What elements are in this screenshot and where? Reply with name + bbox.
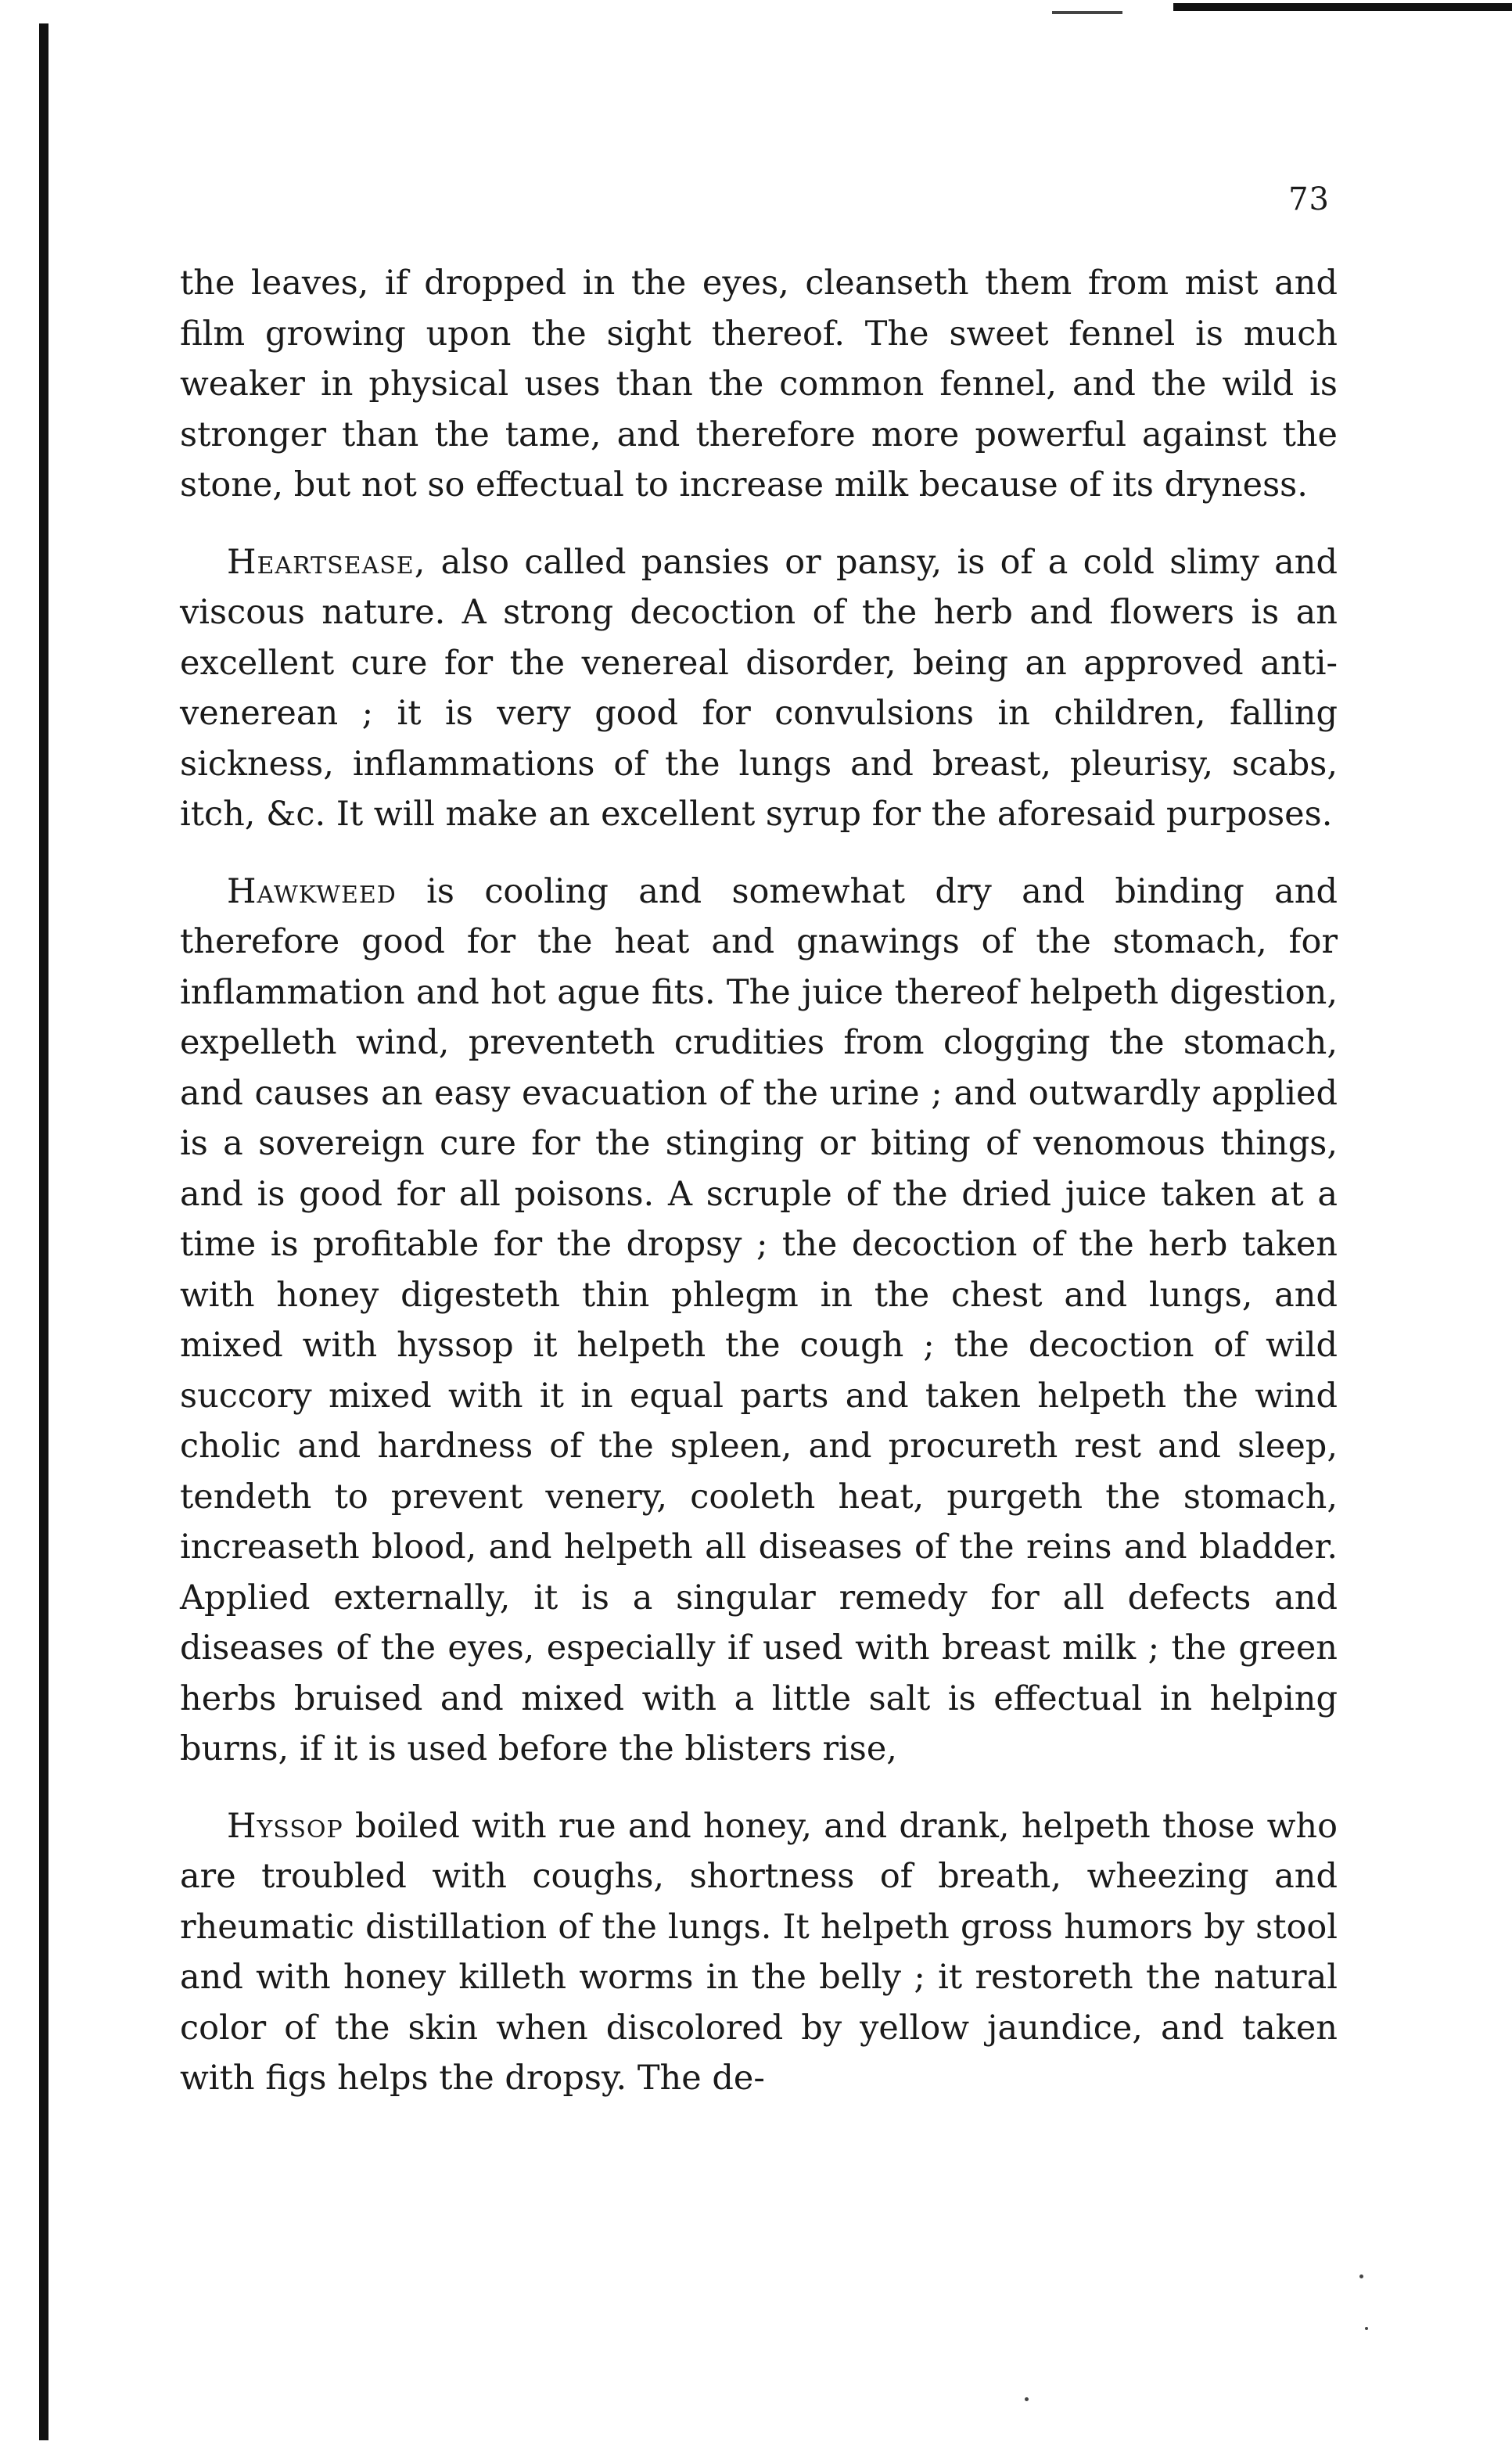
ink-speck [1025, 2397, 1029, 2401]
paragraph-body: the leaves, if dropped in the eyes, cleanseth them from mist and film growing upon the sight thereof. The sweet fennel is much weaker in physical uses than the common fennel, and the wild is stronger than the tame, and therefore more powerful against the stone, but not so effectual to increase milk because of its dryness. [180, 264, 1338, 504]
paragraph-hyssop [180, 1801, 1338, 2104]
paragraph-body: is cooling and somewhat dry and binding and therefore good for the heat and gnawings of the stomach, for inflammation and hot ague fits. The juice thereof helpeth digestion, expelleth wind, preventeth crudities from clogging the stomach, and causes an easy evacuation of the urine ; and outwardly applied is a sovereign cure for the stinging or biting of venomous things, and is good for all poisons. A scruple of the dried juice taken at a time is profitable for the dropsy ; the decoction of the herb taken with honey digesteth thin phlegm in the chest and lungs, and mixed with hyssop it helpeth the cough ; the decoction of wild succory mixed with it in equal parts and taken helpeth the wind cholic and hardness of the spleen, and procureth rest and sleep, tendeth to prevent venery, cooleth heat, purgeth the stomach, increaseth blood, and helpeth all diseases of the reins and bladder. Applied externally, it is a singular remedy for all defects and diseases of the eyes, especially if used with breast milk ; the green herbs bruised and mixed with a little salt is effectual in helping burns, if it is used before the blisters rise, [180, 871, 1338, 1768]
top-edge-bar [1173, 3, 1512, 11]
page-number: 73 [1288, 181, 1330, 217]
paragraph-fennel [180, 258, 1338, 511]
paragraph-body: boiled with rue and honey, and drank, helpeth those who are troubled with coughs, shortness of breath, wheezing and rheumatic distillation of the lungs. It helpeth gross humors by stool and with honey killeth worms in the belly ; it restoreth the natural color of the skin when discolored by yellow jaundice, and taken with figs helps the dropsy. The de- [180, 1806, 1338, 2098]
paragraph-heartsease [180, 537, 1338, 840]
body-text [180, 258, 1338, 2131]
binding-edge [39, 23, 48, 2440]
paragraph-body: also called pansies or pansy, is of a cold slimy and viscous nature. A strong decoction of the herb and flowers is an excellent cure for the venereal disorder, being an approved anti-venerean ; it is very good for convulsions in children, falling sickness, inflammations of the lungs and breast, pleurisy, scabs, itch, &c. It will make an excellent syrup for the aforesaid purposes. [180, 542, 1338, 834]
ink-speck [1359, 2274, 1363, 2278]
paragraph-head: Hyssop [227, 1806, 343, 1846]
top-edge-mark [1052, 11, 1122, 14]
paragraph-head: Heartsease, [227, 542, 426, 582]
paragraph-hawkweed [180, 867, 1338, 1775]
ink-speck [1365, 2327, 1368, 2330]
paragraph-head: Hawkweed [227, 871, 397, 911]
